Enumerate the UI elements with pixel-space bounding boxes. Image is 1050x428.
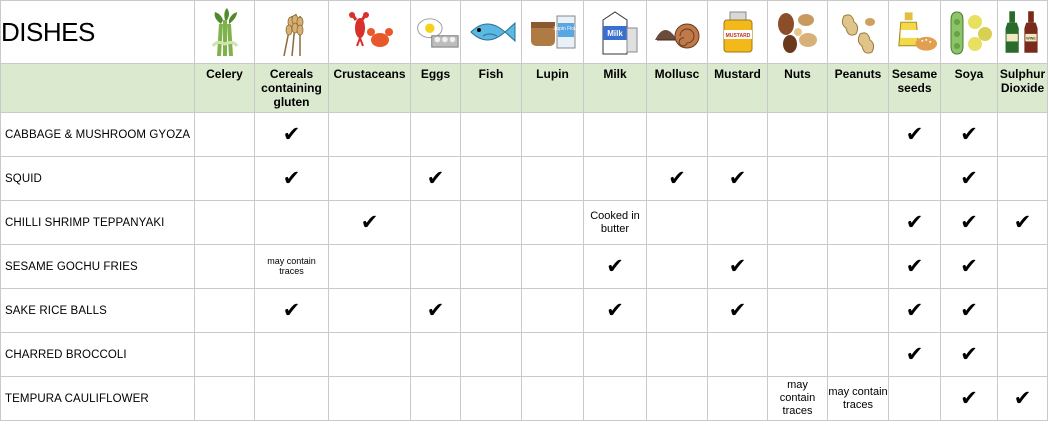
dish-name: CABBAGE & MUSHROOM GYOZA (1, 113, 195, 157)
icon-row (1, 1, 1048, 64)
allergen-cell (195, 201, 255, 245)
allergen-header: Eggs (411, 64, 461, 113)
allergen-cell (329, 377, 411, 421)
milk-icon (584, 1, 647, 64)
allergen-cell (255, 201, 329, 245)
allergen-cell (941, 333, 998, 377)
allergen-cell (329, 157, 411, 201)
allergen-cell (768, 113, 828, 157)
allergen-cell (522, 157, 584, 201)
allergen-cell (828, 289, 889, 333)
check-mark-icon: ✔ (1013, 211, 1032, 234)
allergen-cell (768, 289, 828, 333)
dish-name: SESAME GOCHU FRIES (1, 245, 195, 289)
check-mark-icon: ✔ (905, 343, 924, 366)
allergen-cell (461, 377, 522, 421)
check-mark-icon: ✔ (606, 255, 624, 278)
allergen-cell (708, 333, 768, 377)
check-mark-icon: ✔ (960, 343, 978, 366)
allergen-cell (411, 113, 461, 157)
allergen-cell (941, 113, 998, 157)
allergen-cell (998, 113, 1048, 157)
fish-icon (461, 1, 522, 64)
dish-row (1, 245, 1048, 289)
sesame-icon (889, 1, 941, 64)
allergen-header: Mollusc (647, 64, 708, 113)
allergen-cell (647, 157, 708, 201)
allergen-header: Fish (461, 64, 522, 113)
allergen-cell (584, 113, 647, 157)
check-mark-icon: ✔ (960, 211, 978, 234)
check-mark-icon: ✔ (960, 123, 978, 146)
check-mark-icon: ✔ (282, 123, 301, 146)
allergen-cell (768, 201, 828, 245)
check-mark-icon: ✔ (282, 167, 301, 190)
allergen-cell (708, 157, 768, 201)
allergen-header: Celery (195, 64, 255, 113)
allergen-cell (584, 289, 647, 333)
allergen-cell (522, 201, 584, 245)
allergen-cell (998, 245, 1048, 289)
allergen-cell (889, 289, 941, 333)
allergen-cell (584, 201, 647, 245)
allergen-cell (889, 245, 941, 289)
mollusc-icon (647, 1, 708, 64)
allergen-cell (768, 245, 828, 289)
check-mark-icon: ✔ (668, 167, 686, 190)
dish-list (1, 113, 1048, 421)
check-mark-icon: ✔ (905, 299, 924, 322)
dish-name: CHILLI SHRIMP TEPPANYAKI (1, 201, 195, 245)
allergen-cell (255, 377, 329, 421)
allergen-cell (889, 333, 941, 377)
allergen-cell (522, 333, 584, 377)
allergen-note: may contain traces (779, 379, 816, 417)
allergen-cell (411, 157, 461, 201)
allergen-cell (647, 201, 708, 245)
allergen-cell (889, 113, 941, 157)
allergen-cell (708, 113, 768, 157)
allergen-header: Soya (941, 64, 998, 113)
allergen-cell (584, 157, 647, 201)
crustaceans-icon (329, 1, 411, 64)
allergen-cell (998, 333, 1048, 377)
wheat-icon (255, 1, 329, 64)
allergen-cell (768, 377, 828, 421)
check-mark-icon: ✔ (905, 123, 924, 146)
dish-row (1, 377, 1048, 421)
allergen-header: Nuts (768, 64, 828, 113)
allergen-cell (461, 113, 522, 157)
allergen-cell (889, 201, 941, 245)
check-mark-icon: ✔ (360, 211, 379, 234)
allergen-cell (411, 201, 461, 245)
check-mark-icon: ✔ (1013, 387, 1032, 410)
peanuts-icon (828, 1, 889, 64)
allergen-cell (195, 157, 255, 201)
allergen-cell (411, 333, 461, 377)
check-mark-icon: ✔ (905, 211, 924, 234)
allergen-cell (941, 377, 998, 421)
allergen-header: Milk (584, 64, 647, 113)
allergen-cell (522, 113, 584, 157)
allergen-cell (255, 333, 329, 377)
allergen-cell (708, 201, 768, 245)
allergen-cell (889, 157, 941, 201)
allergen-cell (828, 377, 889, 421)
allergen-cell (998, 289, 1048, 333)
dish-name: CHARRED BROCCOLI (1, 333, 195, 377)
lupin-icon (522, 1, 584, 64)
allergen-cell (647, 245, 708, 289)
check-mark-icon: ✔ (426, 299, 445, 322)
allergen-cell (411, 377, 461, 421)
check-mark-icon: ✔ (960, 167, 978, 190)
soya-icon (941, 1, 998, 64)
allergen-cell (195, 113, 255, 157)
allergen-note: Cooked in butter (590, 209, 640, 235)
allergen-cell (941, 289, 998, 333)
allergen-cell (329, 201, 411, 245)
allergen-cell (195, 333, 255, 377)
page-title: DISHES (1, 1, 195, 64)
mustard-icon (708, 1, 768, 64)
allergen-cell (828, 157, 889, 201)
allergen-note: may contain traces (267, 256, 316, 276)
allergen-cell (708, 289, 768, 333)
allergen-cell (195, 377, 255, 421)
allergen-cell (647, 289, 708, 333)
allergen-cell (329, 333, 411, 377)
allergen-header: Lupin (522, 64, 584, 113)
allergen-header: Peanuts (828, 64, 889, 113)
allergen-cell (708, 377, 768, 421)
dish-row (1, 113, 1048, 157)
allergen-cell (329, 113, 411, 157)
allergen-cell (522, 289, 584, 333)
allergen-header: Sulphur Dioxide (998, 64, 1048, 113)
check-mark-icon: ✔ (728, 167, 747, 190)
check-mark-icon: ✔ (960, 387, 978, 410)
allergen-cell (522, 245, 584, 289)
allergen-cell (647, 377, 708, 421)
allergen-cell (461, 333, 522, 377)
allergen-cell (461, 157, 522, 201)
allergen-cell (255, 245, 329, 289)
allergen-cell (998, 201, 1048, 245)
nuts-icon (768, 1, 828, 64)
milk-icon-text: Milk (607, 29, 623, 38)
allergen-note: may contain traces (828, 385, 888, 411)
allergen-cell (461, 245, 522, 289)
allergen-cell (195, 289, 255, 333)
allergen-header: Crustaceans (329, 64, 411, 113)
allergen-cell (941, 245, 998, 289)
allergen-cell (195, 245, 255, 289)
eggs-icon (411, 1, 461, 64)
dish-name: TEMPURA CAULIFLOWER (1, 377, 195, 421)
allergen-cell (461, 289, 522, 333)
allergen-cell (584, 333, 647, 377)
allergen-cell (647, 113, 708, 157)
allergen-cell (768, 157, 828, 201)
allergen-cell (828, 333, 889, 377)
allergen-cell (522, 377, 584, 421)
allergen-cell (584, 377, 647, 421)
celery-icon (195, 1, 255, 64)
mustard-icon-text: MUSTARD (725, 33, 750, 39)
allergen-cell (461, 201, 522, 245)
dish-name: SQUID (1, 157, 195, 201)
allergen-header: Sesame seeds (889, 64, 941, 113)
allergen-header-row (1, 64, 1048, 113)
check-mark-icon: ✔ (960, 255, 978, 278)
allergen-cell (255, 289, 329, 333)
lupin-icon-text: Lupin Flour (552, 26, 579, 32)
allergen-cell (828, 201, 889, 245)
allergen-cell (255, 113, 329, 157)
check-mark-icon: ✔ (728, 299, 747, 322)
check-mark-icon: ✔ (905, 255, 924, 278)
allergen-header: Mustard (708, 64, 768, 113)
allergen-cell (329, 289, 411, 333)
header-blank-cell (1, 64, 195, 113)
allergen-cell (889, 377, 941, 421)
check-mark-icon: ✔ (606, 299, 624, 322)
allergen-cell (411, 289, 461, 333)
wine-bottles-icon (998, 1, 1048, 64)
wine-icon-text: WINE (1026, 36, 1036, 41)
dish-name: SAKE RICE BALLS (1, 289, 195, 333)
allergen-header: Cereals containing gluten (255, 64, 329, 113)
dish-row (1, 201, 1048, 245)
check-mark-icon: ✔ (728, 255, 747, 278)
allergen-cell (998, 157, 1048, 201)
check-mark-icon: ✔ (426, 167, 445, 190)
allergen-cell (828, 113, 889, 157)
allergen-cell (647, 333, 708, 377)
check-mark-icon: ✔ (282, 299, 301, 322)
dish-row (1, 289, 1048, 333)
dish-row (1, 157, 1048, 201)
allergen-cell (411, 245, 461, 289)
allergen-cell (941, 157, 998, 201)
allergen-cell (941, 201, 998, 245)
allergen-cell (255, 157, 329, 201)
check-mark-icon: ✔ (960, 299, 978, 322)
allergen-cell (584, 245, 647, 289)
dish-row (1, 333, 1048, 377)
allergen-cell (329, 245, 411, 289)
allergen-cell (828, 245, 889, 289)
allergen-cell (998, 377, 1048, 421)
allergen-cell (768, 333, 828, 377)
allergen-cell (708, 245, 768, 289)
